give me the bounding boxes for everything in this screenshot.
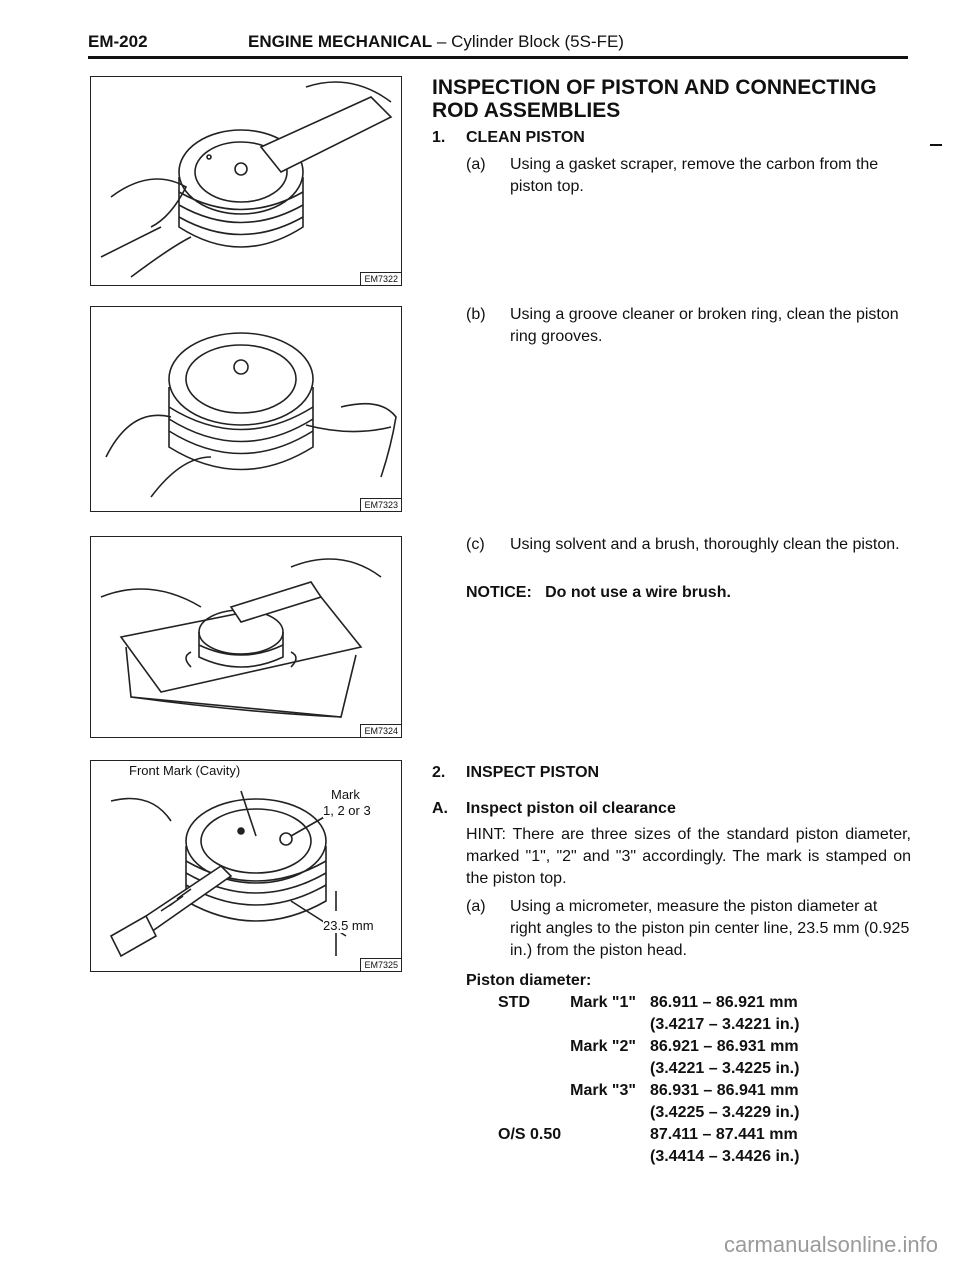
spec-title: Piston diameter: xyxy=(466,972,592,989)
step-1c xyxy=(466,534,911,556)
step-1c-text: Using solvent and a brush, thoroughly clean the piston. xyxy=(510,536,900,553)
page-code: EM-202 xyxy=(88,32,148,51)
spec-inch: (3.4217 – 3.4221 in.) xyxy=(650,1016,800,1033)
figure-code: EM7322 xyxy=(360,272,401,285)
header-rule xyxy=(88,56,908,59)
solvent-cleaning-illustration xyxy=(91,537,403,739)
step-1b-label: (b) xyxy=(466,306,486,323)
spec-grade: STD xyxy=(498,994,530,1011)
step-1c-label: (c) xyxy=(466,536,485,553)
step-1b-text: Using a groove cleaner or broken ring, clean the piston ring grooves. xyxy=(510,306,899,345)
step-1b xyxy=(466,304,911,345)
spec-mark: Mark "2" xyxy=(570,1038,636,1055)
figure-micrometer xyxy=(90,760,402,972)
heading-line-1: INSPECTION OF PISTON AND CONNECTING xyxy=(432,76,877,99)
spec-mm: 86.911 – 86.921 mm xyxy=(650,994,798,1011)
dimension-label: 23.5 mm xyxy=(323,918,374,933)
step-1a xyxy=(466,154,911,195)
mark-values-label: 1, 2 or 3 xyxy=(323,803,371,818)
watermark: carmanualsonline.info xyxy=(723,1232,938,1257)
groove-cleaning-illustration xyxy=(91,307,403,513)
subsection-title: – Cylinder Block (5S-FE) xyxy=(436,32,624,51)
step-1-number: 1. xyxy=(432,129,446,146)
margin-mark xyxy=(930,144,942,146)
spec-mark: Mark "1" xyxy=(570,994,636,1011)
step-a2-label: (a) xyxy=(466,898,486,915)
step-a2-text: Using a micrometer, measure the piston diameter at right angles to the piston pin center line, 23.5 mm (0.925 in.) from the piston head. xyxy=(510,898,910,959)
figure-code: EM7324 xyxy=(360,724,401,737)
spec-mm: 86.931 – 86.941 mm xyxy=(650,1082,799,1099)
spec-inch: (3.4221 – 3.4225 in.) xyxy=(650,1060,800,1077)
section-heading xyxy=(432,76,912,122)
spec-mm: 87.411 – 87.441 mm xyxy=(650,1126,798,1143)
step-a-title: Inspect piston oil clearance xyxy=(466,800,676,817)
spec-mm: 86.921 – 86.931 mm xyxy=(650,1038,799,1055)
step-2-number: 2. xyxy=(432,764,446,781)
step-a2 xyxy=(466,896,911,959)
front-mark-label: Front Mark (Cavity) xyxy=(129,763,241,778)
spec-mark: Mark "3" xyxy=(570,1082,636,1099)
mark-label: Mark xyxy=(331,787,360,802)
figure-code: EM7325 xyxy=(360,958,401,971)
step-1a-label: (a) xyxy=(466,156,486,173)
step-1a-text: Using a gasket scraper, remove the carbon from the piston top. xyxy=(510,156,879,195)
figure-code: EM7323 xyxy=(360,498,401,511)
notice-text: NOTICE: Do not use a wire brush. xyxy=(466,584,731,601)
figure-piston-scraper xyxy=(90,76,402,286)
step-a-number: A. xyxy=(432,800,448,817)
hint-text: HINT: There are three sizes of the standard piston diameter, marked "1", "2" and "3" accordingly. The mark is stamped on the piston top. xyxy=(466,826,911,887)
step-2-title: INSPECT PISTON xyxy=(466,764,600,781)
step-1-title: CLEAN PISTON xyxy=(466,129,585,146)
spec-grade: O/S 0.50 xyxy=(498,1126,562,1143)
figure-groove-cleaning xyxy=(90,306,402,512)
page-title xyxy=(248,32,624,52)
spec-inch: (3.4225 – 3.4229 in.) xyxy=(650,1104,800,1121)
spec-inch: (3.4414 – 3.4426 in.) xyxy=(650,1148,800,1165)
figure-solvent-cleaning xyxy=(90,536,402,738)
piston-scraper-illustration xyxy=(91,77,403,287)
section-title: ENGINE MECHANICAL xyxy=(248,32,433,51)
heading-line-2: ROD ASSEMBLIES xyxy=(432,99,621,122)
